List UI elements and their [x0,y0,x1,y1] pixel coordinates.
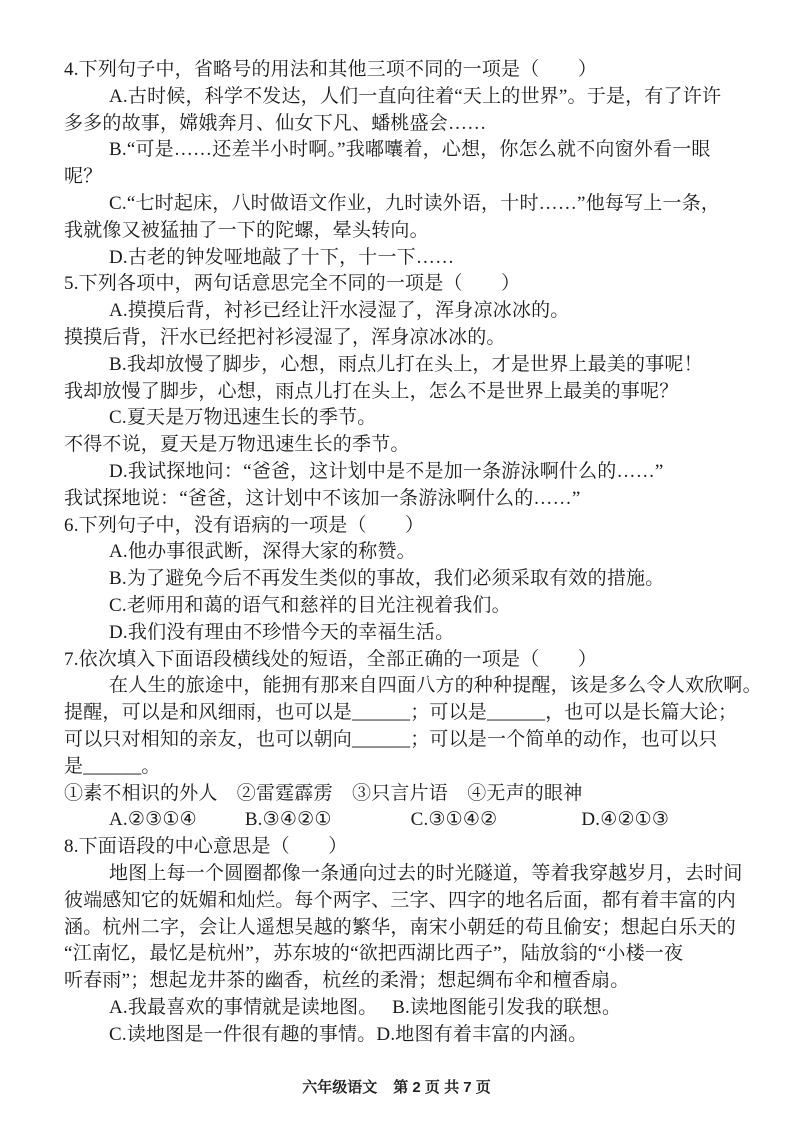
text-line: B.“可是……还差半小时啊。”我嘟囔着，心想，你怎么就不向窗外看一眼 [109,139,711,161]
text-line: 8.下面语段的中心意思是（ ） [64,836,348,858]
text-line: 彼端感知它的妩媚和灿烂。每个两字、三字、四字的地名后面，都有着丰富的内 [64,889,737,911]
text-line: 地图上每一个圆圈都像一条通向过去的时光隧道，等着我穿越岁月，去时间 [109,862,743,884]
option-choice: C.③①④② [410,809,498,831]
option-choice: B.③④②① [244,809,332,831]
text-line: 7.依次填入下面语段横线处的短语，全部正确的一项是（ ） [64,648,598,670]
text-line: 我就像又被猛抽了一下的陀螺，晕头转向。 [64,219,429,241]
text-line: 4.下列句子中，省略号的用法和其他三项不同的一项是（ ） [64,59,598,80]
text-line: D.我试探地问：“爸爸，这计划中是不是加一条游泳啊什么的……” [109,460,664,482]
text-line: 多多的故事，嫦娥奔月、仙女下凡、蟠桃盛会…… [64,112,487,134]
text-line: 是______。 [64,755,161,777]
exam-body [64,57,762,1048]
footer-course-label: 六年级语文 [302,1079,378,1096]
text-line: 不得不说，夏天是万物迅速生长的季节。 [64,434,410,456]
text-line: ①素不相识的外人 ②雷霆霹雳 ③只言片语 ④无声的眼神 [64,782,583,804]
text-line: 6.下列句子中，没有语病的一项是（ ） [64,514,425,536]
text-line: 我却放慢了脚步，心想，雨点儿打在头上，怎么不是世界上最美的事呢？ [64,380,679,402]
text-line: 在人生的旅途中，能拥有那来自四面八方的种种提醒，该是多么令人欢欣啊。 [109,675,762,697]
text-line: 可以只对相知的亲友，也可以朝向______；可以是一个简单的动作，也可以只 [64,728,718,750]
text-line: B.为了避免今后不再发生类似的事故，我们必须采取有效的措施。 [109,568,665,590]
text-line: C.老师用和蔼的语气和慈祥的目光注视着我们。 [109,594,511,616]
text-line: 摸摸后背，汗水已经把衬衫浸湿了，浑身凉冰冰的。 [64,326,506,348]
text-line: C.读地图是一件很有趣的事情。D.地图有着丰富的内涵。 [109,1023,588,1045]
text-line: 涵。杭州二字，会让人遥想吴越的繁华，南宋小朝廷的苟且偷安；想起白乐天的 [64,916,737,938]
footer-page-indicator: 第 2 页 共 7 页 [393,1079,491,1096]
text-line: B.我却放慢了脚步，心想，雨点儿打在头上，才是世界上最美的事呢！ [109,353,703,375]
text-line: A.摸摸后背，衬衫已经让汗水浸湿了，浑身凉冰冰的。 [109,300,570,322]
text-line: A.我最喜欢的事情就是读地图。 B.读地图能引发我的联想。 [109,996,622,1018]
text-line: 提醒，可以是和风细雨，也可以是______；可以是______，也可以是长篇大论； [64,702,738,724]
text-line: A.他办事很武断，深得大家的称赞。 [109,541,416,563]
text-line [64,807,736,834]
text-line: D.我们没有理由不珍惜今天的幸福生活。 [109,621,455,643]
text-line: 听春雨”；想起龙井茶的幽香，杭丝的柔滑；想起绸布伞和檀香扇。 [64,970,630,992]
text-line: “江南忆，最忆是杭州”，苏东坡的“欲把西湖比西子”，陆放翁的“小楼一夜 [64,943,684,965]
option-choice: A.②③①④ [109,809,197,831]
text-line: C.“七时起床，八时做语文作业，九时读外语，十时……”他每写上一条， [109,192,721,214]
text-line: D.古老的钟发哑地敲了十下，十一下…… [109,246,455,268]
text-line: 我试探地说：“爸爸，这计划中不该加一条游泳啊什么的……” [64,487,581,509]
option-choice: D.④②①③ [581,809,670,831]
page-footer [0,1076,793,1097]
text-line: 呢？ [64,166,103,188]
text-line: A.古时候，科学不发达，人们一直向往着“天上的世界”。于是，有了许许 [109,85,722,107]
text-line: 5.下列各项中，两句话意思完全不同的一项是（ ） [64,273,521,295]
text-line: C.夏天是万物迅速生长的季节。 [109,407,377,429]
